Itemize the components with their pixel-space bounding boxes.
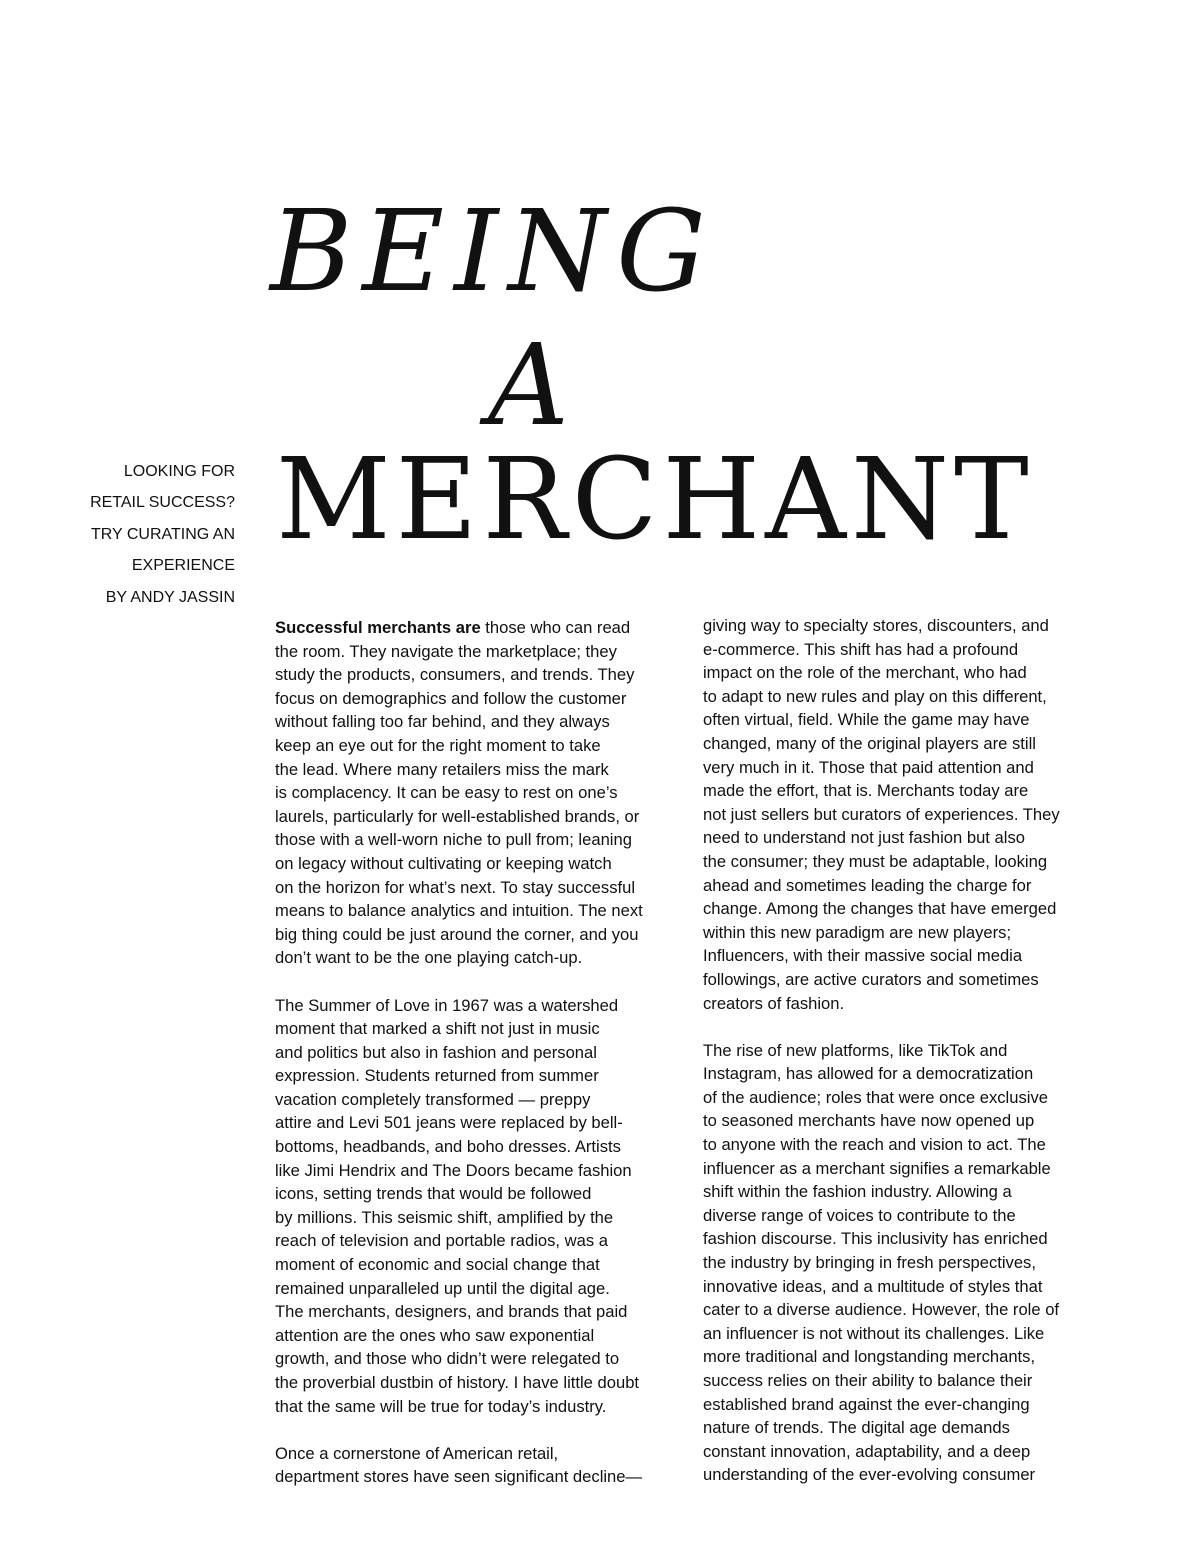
byline: BY ANDY JASSIN <box>105 588 235 606</box>
body-line: remained unparalleled up until the digital age. <box>275 1278 610 1298</box>
body-line: moment that marked a shift not just in music <box>275 1019 600 1039</box>
body-line: laurels, particularly for well-established brands, or <box>275 806 640 826</box>
body-line: on legacy without cultivating or keeping watch <box>275 853 612 873</box>
body-line: study the products, consumers, and trends. They <box>275 665 635 685</box>
body-line: impact on the role of the merchant, who had <box>703 663 1027 683</box>
body-line: to anyone with the reach and vision to act. The <box>703 1135 1046 1155</box>
body-line: very much in it. Those that paid attention and <box>703 757 1034 777</box>
body-line: department stores have seen significant decline— <box>275 1467 643 1487</box>
body-line: the consumer; they must be adaptable, looking <box>703 851 1048 871</box>
body-line: The merchants, designers, and brands that paid <box>275 1302 628 1322</box>
body-column-left <box>275 616 690 1489</box>
body-text: those who can read <box>480 618 631 637</box>
body-line: need to understand not just fashion but also <box>703 828 1025 848</box>
body-line: is complacency. It can be easy to rest on one’s <box>275 783 618 803</box>
body-line: Instagram, has allowed for a democratization <box>703 1064 1034 1084</box>
body-line: like Jimi Hendrix and The Doors became fashion <box>275 1160 632 1180</box>
body-line: the industry by bringing in fresh perspectives, <box>703 1253 1036 1273</box>
body-line: reach of television and portable radios, was a <box>275 1231 608 1251</box>
body-line: moment of economic and social change that <box>275 1255 600 1275</box>
body-line: fashion discourse. This inclusivity has enriched <box>703 1229 1048 1249</box>
paragraph-gap <box>703 1015 1103 1039</box>
body-line: often virtual, field. While the game may have <box>703 710 1030 730</box>
title-line-being: BEING <box>270 187 716 317</box>
body-line: bottoms, headbands, and boho dresses. Artists <box>275 1137 621 1157</box>
body-line: changed, many of the original players are still <box>703 733 1036 753</box>
body-line: Once a cornerstone of American retail, <box>275 1443 559 1463</box>
body-line: to seasoned merchants have now opened up <box>703 1111 1035 1131</box>
body-line: those with a well-worn niche to pull from; leaning <box>275 830 632 850</box>
body-line: expression. Students returned from summer <box>275 1066 599 1086</box>
body-line: established brand against the ever-changing <box>703 1394 1030 1414</box>
body-line: growth, and those who didn’t were relegated to <box>275 1349 620 1369</box>
body-line: cater to a diverse audience. However, the role of <box>703 1300 1060 1320</box>
body-line: attire and Levi 501 jeans were replaced by bell- <box>275 1113 623 1133</box>
body-line: vacation completely transformed — preppy <box>275 1089 591 1109</box>
body-line: means to balance analytics and intuition. The next <box>275 901 643 921</box>
article-deck <box>60 456 235 613</box>
body-line: icons, setting trends that would be followed <box>275 1184 592 1204</box>
body-line: of the audience; roles that were once exclusive <box>703 1087 1048 1107</box>
body-line <box>275 616 690 640</box>
body-line: ahead and sometimes leading the charge for <box>703 875 1032 895</box>
body-line: to adapt to new rules and play on this different, <box>703 686 1047 706</box>
deck-line: LOOKING FOR <box>123 463 235 480</box>
title-line-a: A <box>488 321 569 451</box>
deck-line: RETAIL SUCCESS? <box>90 494 235 512</box>
body-line: attention are the ones who saw exponential <box>275 1325 595 1345</box>
body-line: and politics but also in fashion and personal <box>275 1042 597 1062</box>
body-line: not just sellers but curators of experiences. They <box>703 804 1060 824</box>
body-line: diverse range of voices to contribute to the <box>703 1205 1016 1225</box>
body-line: made the effort, that is. Merchants today are <box>703 781 1029 801</box>
body-line: nature of trends. The digital age demands <box>703 1418 1010 1438</box>
body-line: success relies on their ability to balance their <box>703 1371 1033 1390</box>
deck-line: EXPERIENCE <box>131 557 235 575</box>
body-line: innovative ideas, and a multitude of styles that <box>703 1276 1043 1296</box>
body-line: big thing could be just around the corner, and you <box>275 924 639 944</box>
body-line: followings, are active curators and sometimes <box>703 969 1039 989</box>
body-line: creators of fashion. <box>703 993 845 1013</box>
body-line: on the horizon for what’s next. To stay successful <box>275 877 636 897</box>
body-line: shift within the fashion industry. Allowing a <box>703 1182 1012 1202</box>
body-line: without falling too far behind, and they always <box>275 712 610 732</box>
body-line: the lead. Where many retailers miss the mark <box>275 759 609 779</box>
body-line: by millions. This seismic shift, amplified by the <box>275 1207 614 1227</box>
body-line: that the same will be true for today’s industry. <box>275 1396 607 1416</box>
body-line: influencer as a merchant signifies a remarkable <box>703 1158 1051 1178</box>
body-line: constant innovation, adaptability, and a deep <box>703 1441 1031 1461</box>
body-line: giving way to specialty stores, discounters, and <box>703 616 1049 635</box>
body-line: the room. They navigate the marketplace; they <box>275 641 617 661</box>
body-line: The Summer of Love in 1967 was a watershed <box>275 995 619 1015</box>
body-line: the proverbial dustbin of history. I have little doubt <box>275 1373 640 1392</box>
body-line: keep an eye out for the right moment to take <box>275 735 601 755</box>
paragraph-gap <box>275 970 690 994</box>
paragraph-gap <box>275 1418 690 1442</box>
body-line: e-commerce. This shift has had a profound <box>703 639 1019 659</box>
body-line: The rise of new platforms, like TikTok and <box>703 1040 1008 1060</box>
body-line: change. Among the changes that have emerged <box>703 899 1057 919</box>
body-line: an influencer is not without its challenges. Like <box>703 1323 1045 1343</box>
body-line: don’t want to be the one playing catch-up. <box>275 948 583 968</box>
body-line: focus on demographics and follow the customer <box>275 688 627 708</box>
title-line-merchant: MERCHANT <box>276 435 1034 565</box>
body-line: Influencers, with their massive social media <box>703 946 1023 966</box>
deck-line: TRY CURATING AN <box>90 525 235 543</box>
body-line: within this new paradigm are new players; <box>703 922 1012 942</box>
body-column-right <box>703 614 1103 1487</box>
lead-in: Successful merchants are <box>275 618 481 637</box>
body-line: understanding of the ever-evolving consumer <box>703 1465 1036 1485</box>
body-line: more traditional and longstanding merchants, <box>703 1347 1036 1367</box>
